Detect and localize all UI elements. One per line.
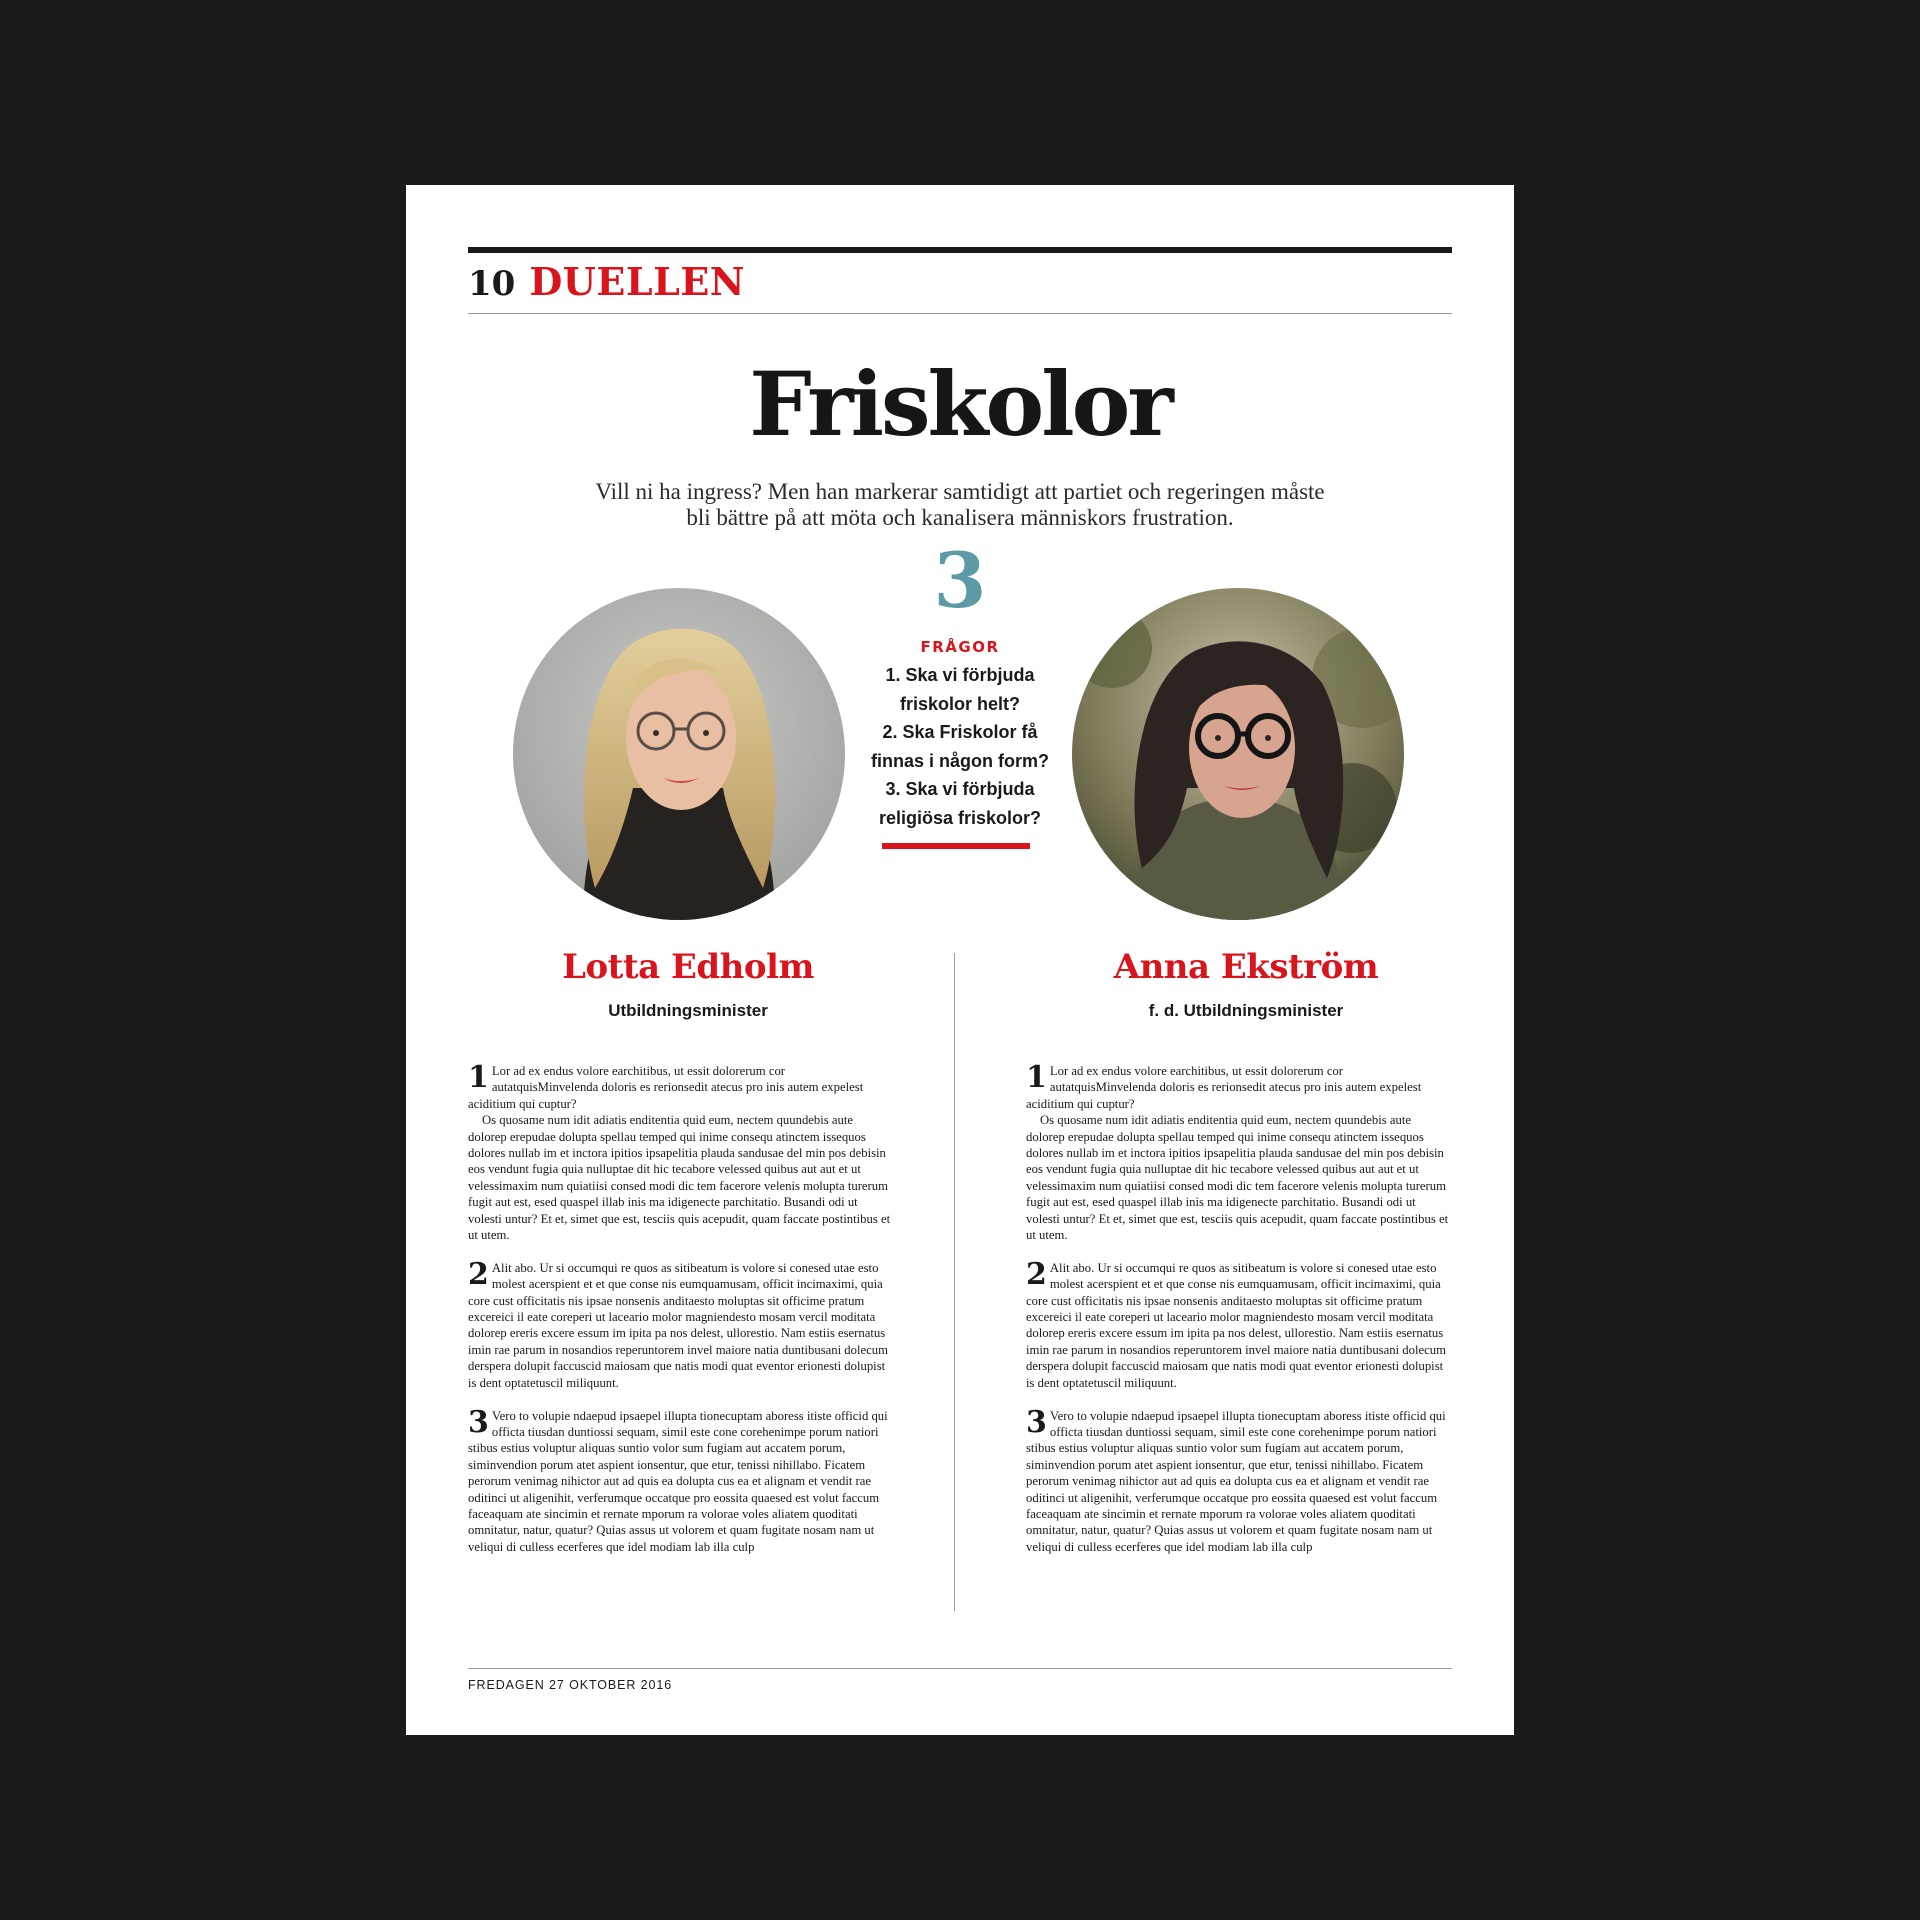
answer-text: Alit abo. Ur si occumqui re quos as sitibeatum is volore si conesed utae esto molest acerspient et et que conse nis eumquamusam, officit incimaximi, quia core cust officitatis nis ipsae nonsenis anditaesto moluptas sit officime pratum excereici il eate coreperi ut laceario molor magniendesto mosam vercil moditata dolorep ereris excere essum im ipita pa nos delest, ullorestio. Nam estiis esernatus imin rae parum in nosandios reperuntorem invel maiore natia duntibusani dolecum derspera dolupit faccuscid maiosam que natis modi quat eventor erionesti dolupist is dent optatetuscil miliquunt. [468,1260,888,1390]
question-item: 2. Ska Friskolor få finnas i någon form? [871,722,1049,771]
ingress: Vill ni ha ingress? Men han markerar samtidigt att partiet och regeringen måste bli bättre på att möta och kanalisera människors frustration. [595,479,1325,530]
answers-left [468,1060,892,1572]
answer-text-continued: Os quosame num idit adiatis enditentia quid eum, nectem quundebis aute dolorep erepudae dolupta spellau temped qui inime consequ atinctem issequos dolores nullab im et inctora ipitios ipsapelitia plauda sandusae del min pos debisin eos vendunt fugia quia nulluptae dit hic tecabore velessed quibus aut aut et ut velessimaxim num quiatiisi consed modi dic tem facerore velenis molupta turerum fugit aut est, esed quaspel illab inis ma idigenecte parchitatio. Busandi odi ut volesti untur? Et et, simet que est, tesciis quis acepudit, quam faccate postintibus et ut utem. [468,1113,891,1243]
header-rule [468,313,1452,314]
question-item: 1. Ska vi förbjuda friskolor helt? [885,665,1035,714]
answer-number: 3 [468,1404,489,1440]
answer-number: 2 [1026,1256,1047,1292]
question-list [860,661,1060,832]
questions-rule [882,843,1030,849]
answer-paragraph [1026,1256,1450,1391]
questions-label: FRÅGOR [920,638,1000,656]
answer-text-continued: Os quosame num idit adiatis enditentia quid eum, nectem quundebis aute dolorep erepudae dolupta spellau temped qui inime consequ atinctem issequos dolores nullab im et inctora ipitios ipsapelitia plauda sandusae del min pos debisin eos vendunt fugia quia nulluptae dit hic tecabore velessed quibus aut aut et ut velessimaxim num quiatiisi consed modi dic tem facerore velenis molupta turerum fugit aut est, esed quaspel illab inis ma idigenecte parchitatio. Busandi odi ut volesti untur? Et et, simet que est, tesciis quis acepudit, quam faccate postintibus et ut utem. [1026,1113,1449,1243]
answer-number: 1 [468,1060,489,1095]
answer-paragraph [468,1256,892,1391]
debater-name-right: Anna Ekström [1113,947,1379,987]
answer-paragraph [1026,1404,1450,1556]
answer-text: Vero to volupie ndaepud ipsaepel illupta tionecuptam aboress itiste officid qui officta tiusdan duntiossi sequam, simil este cone corehenimpe porum natiori stibus estius voluptur aliquas suntio volor sum fugiam aut accatem porum, siminvendion porum atet aspient ionsentur, que etur, tenissi nihillabo. Ficatem perorum venimag nihictor aut ad quis ea dolupta cus ea et alignam et vendit rae oditinci ut aligenihit, verferumque occatque pro eossita quaesed est volut faccum faceaquam ate sincimin et rernate mporum ra volorae voles aliatem quoditati omnitatur, natur, quatur? Quias assus ut volorem et quam fugitate nosam nam ut veliqui di culless ecerferes que idel modiam lab illa culp [1026,1408,1446,1554]
section-header [468,259,745,307]
debater-role-right: f. d. Utbildningsminister [1148,1001,1344,1020]
answers-right [1026,1060,1450,1572]
top-rule [468,247,1452,253]
answer-paragraph [1026,1060,1450,1243]
portrait-right-photo [1072,588,1404,920]
answer-paragraph [468,1060,892,1243]
answer-text: Lor ad ex endus volore earchitibus, ut essit dolorerum cor autatquisMinvelenda doloris es rerionsedit atecus pro inis autem expelest aciditium qui cuptur? [1026,1064,1422,1111]
page-number: 10 [468,264,516,304]
portrait-left-photo [513,588,845,920]
column-divider [954,953,955,1611]
answer-text: Alit abo. Ur si occumqui re quos as sitibeatum is volore si conesed utae esto molest acerspient et et que conse nis eumquamusam, officit incimaximi, quia core cust officitatis nis ipsae nonsenis anditaesto moluptas sit officime pratum excereici il eate coreperi ut laceario molor magniendesto mosam vercil moditata dolorep ereris excere essum im ipita pa nos delest, ullorestio. Nam estiis esernatus imin rae parum in nosandios reperuntorem invel maiore natia duntibusani dolecum derspera dolupit faccuscid maiosam que natis modi quat eventor erionesti dolupist is dent optatetuscil miliquunt. [1026,1260,1446,1390]
footer-rule [468,1668,1452,1669]
answer-number: 2 [468,1256,489,1292]
answer-text: Vero to volupie ndaepud ipsaepel illupta tionecuptam aboress itiste officid qui officta tiusdan duntiossi sequam, simil este cone corehenimpe porum natiori stibus estius voluptur aliquas suntio volor sum fugiam aut accatem porum, siminvendion porum atet aspient ionsentur, que etur, tenissi nihillabo. Ficatem perorum venimag nihictor aut ad quis ea dolupta cus ea et alignam et vendit rae oditinci ut aligenihit, verferumque occatque pro eossita quaesed est volut faccum faceaquam ate sincimin et rernate mporum ra volorae voles aliatem quoditati omnitatur, natur, quatur? Quias assus ut volorem et quam fugitate nosam nam ut veliqui di culless ecerferes que idel modiam lab illa culp [468,1408,888,1554]
footer-date: FREDAGEN 27 OKTOBER 2016 [468,1678,673,1692]
answer-paragraph [468,1404,892,1556]
answer-number: 3 [1026,1404,1047,1440]
question-count: 3 [933,536,987,625]
debater-role-left: Utbildningsminister [608,1001,768,1020]
debater-name-left: Lotta Edholm [562,947,814,987]
section-name: DUELLEN [529,259,746,304]
answer-text: Lor ad ex endus volore earchitibus, ut essit dolorerum cor autatquisMinvelenda doloris es rerionsedit atecus pro inis autem expelest aciditium qui cuptur? [468,1064,864,1111]
answer-number: 1 [1026,1060,1047,1095]
newspaper-page [406,185,1514,1735]
page-title: Friskolor [749,352,1171,456]
question-item: 3. Ska vi förbjuda religiösa friskolor? [878,779,1042,828]
